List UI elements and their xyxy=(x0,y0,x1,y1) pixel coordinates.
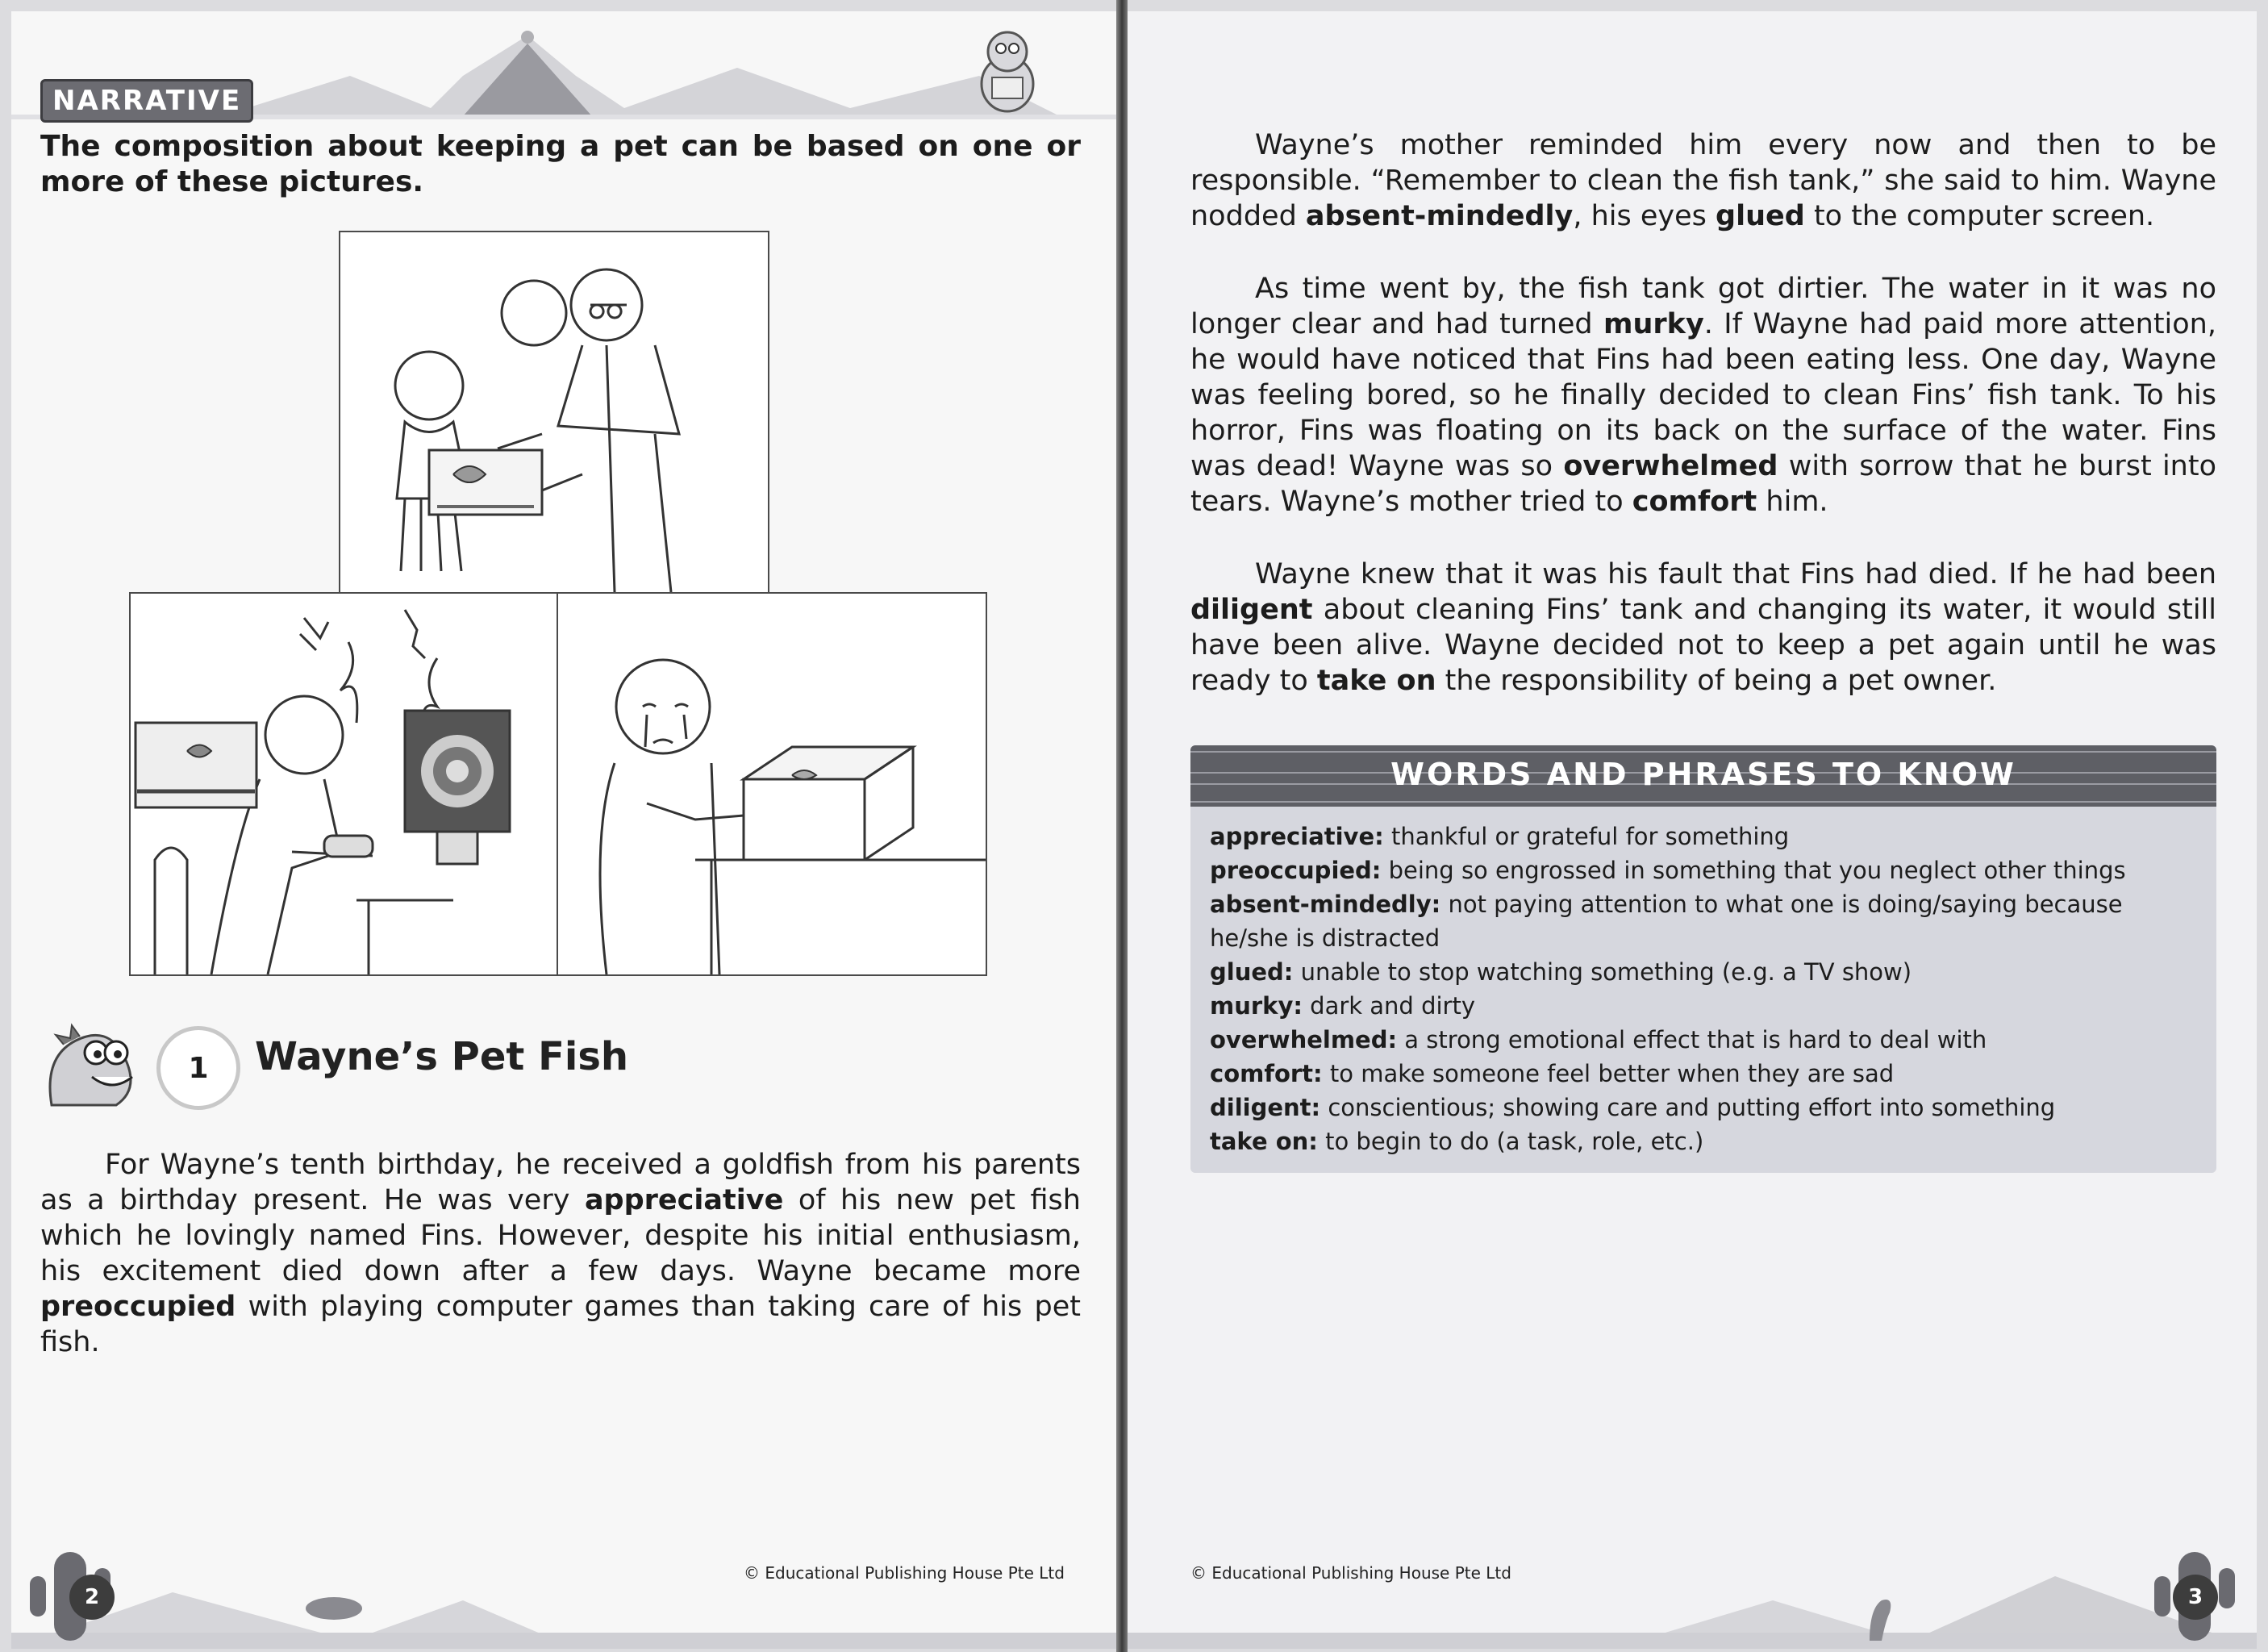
right-page xyxy=(1128,11,2257,1649)
vocabulary-item xyxy=(1210,1124,2202,1158)
story-title: Wayne’s Pet Fish xyxy=(255,1034,629,1079)
vocabulary-title: WORDS AND PHRASES TO KNOW xyxy=(1390,757,2016,792)
definition: being so engrossed in something that you neglect other things xyxy=(1381,857,2126,884)
illustration-gift-fish-tank xyxy=(339,231,769,594)
vocabulary-item xyxy=(1210,989,2202,1023)
definition: to begin to do (a task, role, etc.) xyxy=(1317,1128,1704,1155)
vocabulary-item xyxy=(1210,955,2202,989)
text-run: Wayne’s mother reminded him every now and then to be responsible. “Remember to clean the fish tank,” she said to him. Wayne nodded xyxy=(1190,129,2216,232)
story-paragraph-4 xyxy=(1190,557,2216,699)
vocabulary-item xyxy=(1210,1057,2202,1091)
keyword: comfort xyxy=(1632,486,1757,518)
vocabulary-header xyxy=(1190,745,2216,807)
definition: a strong emotional effect that is hard to deal with xyxy=(1397,1026,1987,1053)
story-paragraph-3 xyxy=(1190,271,2216,519)
keyword: appreciative xyxy=(584,1184,784,1216)
term: absent-mindedly: xyxy=(1210,891,1441,918)
definition: unable to stop watching something (e.g. a TV show) xyxy=(1293,958,1912,986)
keyword: diligent xyxy=(1190,594,1313,626)
text-run: him. xyxy=(1757,486,1828,518)
text-run: Wayne knew that it was his fault that Fins had died. If he had been xyxy=(1255,558,2216,590)
dinosaur-mascot-icon xyxy=(971,27,1044,116)
text-run: For Wayne’s tenth birthday, he received a goldfish from his parents as a birthday present. He was very xyxy=(40,1149,1081,1216)
illustration-playing-games xyxy=(129,592,560,976)
intro-text: The composition about keeping a pet can be based on one or more of these pictures. xyxy=(40,130,1081,198)
definition: thankful or grateful for something xyxy=(1383,823,1790,850)
vocabulary-item xyxy=(1210,1091,2202,1124)
dinosaur-mascot-icon xyxy=(35,1008,165,1113)
vocabulary-item xyxy=(1210,853,2202,887)
page-number: 2 xyxy=(69,1575,115,1620)
vocabulary-item xyxy=(1210,887,2202,955)
boy-playing-computer-drawing xyxy=(131,594,558,974)
story-number-badge: 1 xyxy=(156,1026,240,1110)
illustration-dead-fish xyxy=(557,592,987,976)
parents-giving-tank-drawing xyxy=(340,232,768,592)
text-run: with playing computer games than taking care of his pet fish. xyxy=(40,1291,1081,1358)
definition: dark and dirty xyxy=(1302,992,1475,1020)
left-page xyxy=(11,11,1116,1649)
text-run: the responsibility of being a pet owner. xyxy=(1436,665,1997,697)
term: murky: xyxy=(1210,992,1303,1020)
keyword: glued xyxy=(1716,200,1805,232)
story-paragraph-1 xyxy=(40,1147,1081,1360)
text-run: with sorrow that he burst into tears. Wayne’s mother tried to xyxy=(1190,450,2216,518)
definition: conscientious; showing care and putting effort into something xyxy=(1320,1094,2056,1121)
text-run: As time went by, the fish tank got dirtier. The water in it was no longer clear and had turned xyxy=(1190,273,2216,340)
vocabulary-item xyxy=(1210,1023,2202,1057)
footer-landscape-decoration xyxy=(11,1528,1116,1649)
term: comfort: xyxy=(1210,1060,1323,1087)
term: preoccupied: xyxy=(1210,857,1382,884)
keyword: preoccupied xyxy=(40,1291,236,1323)
term: appreciative: xyxy=(1210,823,1384,850)
copyright-text: © Educational Publishing House Pte Ltd xyxy=(1190,1563,1511,1583)
copyright-text: © Educational Publishing House Pte Ltd xyxy=(744,1563,1065,1583)
text-run: . If Wayne had paid more attention, he would have noticed that Fins had been eating less. One day, Wayne was feeling bored, so he finally decided to clean Fins’ fish tank. To his horror, Fins was floating on its back on the surface of the water. Fins was dead! Wayne was so xyxy=(1190,308,2216,482)
keyword: take on xyxy=(1316,665,1436,697)
text-run: to the computer screen. xyxy=(1804,200,2155,232)
section-label: NARRATIVE xyxy=(40,79,253,123)
keyword: murky xyxy=(1603,308,1704,340)
keyword: overwhelmed xyxy=(1563,450,1778,482)
boy-crying-drawing xyxy=(558,594,986,974)
text-run: about cleaning Fins’ tank and changing its water, it would still have been alive. Wayne decided not to keep a pet again until he was ready to xyxy=(1190,594,2216,697)
book-gutter xyxy=(1116,0,1128,1652)
page-number: 3 xyxy=(2173,1575,2218,1620)
term: take on: xyxy=(1210,1128,1318,1155)
text-run: , his eyes xyxy=(1573,200,1716,232)
vocabulary-box xyxy=(1190,745,2216,1173)
term: glued: xyxy=(1210,958,1294,986)
definition: to make someone feel better when they are sad xyxy=(1322,1060,1895,1087)
vocabulary-item xyxy=(1210,820,2202,853)
term: diligent: xyxy=(1210,1094,1321,1121)
definition: not paying attention to what one is doing/saying because he/she is distracted xyxy=(1210,891,2123,952)
keyword: absent-mindedly xyxy=(1305,200,1574,232)
term: overwhelmed: xyxy=(1210,1026,1398,1053)
vocabulary-list xyxy=(1210,820,2202,1158)
footer-landscape-decoration xyxy=(1128,1528,2257,1649)
text-run: of his new pet fish which he lovingly named Fins. However, despite his initial enthusiasm, his excitement died down after a few days. Wayne became more xyxy=(40,1184,1081,1287)
story-paragraph-2 xyxy=(1190,127,2216,234)
